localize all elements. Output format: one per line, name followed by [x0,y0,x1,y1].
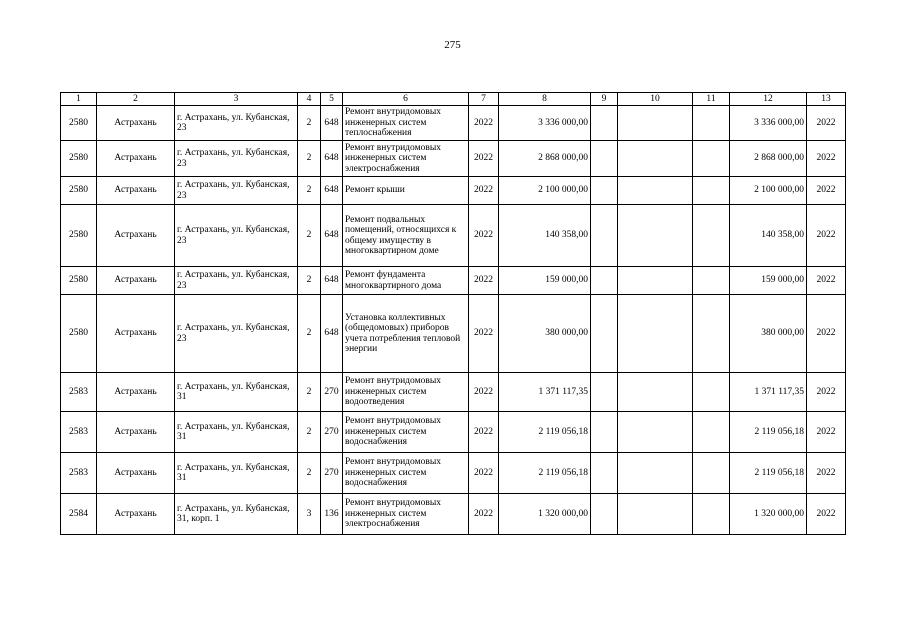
col11-cell [693,205,730,267]
col5-cell: 270 [321,373,343,412]
col5-cell: 648 [321,295,343,373]
col9-cell [591,106,618,141]
table-body [61,106,846,535]
table-row [61,267,846,295]
address-cell: г. Астрахань, ул. Кубанская, 23 [175,141,298,177]
col5-cell: 270 [321,412,343,453]
total-cell: 140 358,00 [730,205,807,267]
year-cell: 2022 [469,295,499,373]
year-cell: 2022 [469,106,499,141]
col4-cell: 2 [298,295,321,373]
end-year-cell: 2022 [807,267,846,295]
col5-cell: 136 [321,494,343,535]
city-cell: Астрахань [97,295,175,373]
total-cell: 380 000,00 [730,295,807,373]
city-cell: Астрахань [97,373,175,412]
address-cell: г. Астрахань, ул. Кубанская, 31, корп. 1 [175,494,298,535]
header-row [61,93,846,106]
address-cell: г. Астрахань, ул. Кубанская, 23 [175,295,298,373]
end-year-cell: 2022 [807,453,846,494]
year-cell: 2022 [469,177,499,205]
col4-cell: 2 [298,373,321,412]
record-number: 2583 [61,373,97,412]
col10-cell [618,494,693,535]
col5-cell: 270 [321,453,343,494]
city-cell: Астрахань [97,141,175,177]
city-cell: Астрахань [97,106,175,141]
column-header: 10 [618,93,693,106]
col11-cell [693,494,730,535]
col11-cell [693,106,730,141]
column-header: 11 [693,93,730,106]
record-number: 2580 [61,205,97,267]
total-cell: 2 100 000,00 [730,177,807,205]
year-cell: 2022 [469,494,499,535]
total-cell: 3 336 000,00 [730,106,807,141]
col11-cell [693,177,730,205]
col10-cell [618,412,693,453]
col10-cell [618,106,693,141]
column-header: 7 [469,93,499,106]
col9-cell [591,494,618,535]
col4-cell: 2 [298,177,321,205]
col10-cell [618,373,693,412]
column-header: 4 [298,93,321,106]
year-cell: 2022 [469,412,499,453]
col11-cell [693,412,730,453]
col11-cell [693,267,730,295]
cost-cell: 2 868 000,00 [499,141,591,177]
col9-cell [591,453,618,494]
registry-table [60,92,846,535]
col4-cell: 2 [298,141,321,177]
address-cell: г. Астрахань, ул. Кубанская, 23 [175,267,298,295]
record-number: 2580 [61,295,97,373]
end-year-cell: 2022 [807,177,846,205]
cost-cell: 380 000,00 [499,295,591,373]
year-cell: 2022 [469,141,499,177]
cost-cell: 2 119 056,18 [499,412,591,453]
year-cell: 2022 [469,453,499,494]
record-number: 2580 [61,141,97,177]
col10-cell [618,205,693,267]
col11-cell [693,373,730,412]
cost-cell: 2 119 056,18 [499,453,591,494]
work-type-cell: Ремонт внутридомовых инженерных систем электроснабжения [343,494,469,535]
col11-cell [693,141,730,177]
city-cell: Астрахань [97,412,175,453]
column-header: 2 [97,93,175,106]
col9-cell [591,373,618,412]
total-cell: 159 000,00 [730,267,807,295]
table-row [61,106,846,141]
col5-cell: 648 [321,205,343,267]
address-cell: г. Астрахань, ул. Кубанская, 31 [175,412,298,453]
address-cell: г. Астрахань, ул. Кубанская, 31 [175,453,298,494]
col10-cell [618,295,693,373]
col10-cell [618,141,693,177]
cost-cell: 1 320 000,00 [499,494,591,535]
cost-cell: 2 100 000,00 [499,177,591,205]
record-number: 2583 [61,453,97,494]
col5-cell: 648 [321,177,343,205]
col9-cell [591,412,618,453]
col4-cell: 3 [298,494,321,535]
table-row [61,141,846,177]
work-type-cell: Ремонт внутридомовых инженерных систем теплоснабжения [343,106,469,141]
work-type-cell: Ремонт внутридомовых инженерных систем электроснабжения [343,141,469,177]
table-row [61,205,846,267]
cost-cell: 159 000,00 [499,267,591,295]
year-cell: 2022 [469,373,499,412]
end-year-cell: 2022 [807,412,846,453]
table-row [61,373,846,412]
table-row [61,177,846,205]
col9-cell [591,205,618,267]
col5-cell: 648 [321,267,343,295]
record-number: 2580 [61,267,97,295]
col9-cell [591,141,618,177]
col5-cell: 648 [321,106,343,141]
total-cell: 1 320 000,00 [730,494,807,535]
record-number: 2580 [61,106,97,141]
end-year-cell: 2022 [807,373,846,412]
record-number: 2583 [61,412,97,453]
col5-cell: 648 [321,141,343,177]
address-cell: г. Астрахань, ул. Кубанская, 31 [175,373,298,412]
column-header: 9 [591,93,618,106]
column-header: 3 [175,93,298,106]
work-type-cell: Ремонт подвальных помещений, относящихся к общему имуществу в многоквартирном доме [343,205,469,267]
city-cell: Астрахань [97,177,175,205]
work-type-cell: Ремонт крыши [343,177,469,205]
end-year-cell: 2022 [807,295,846,373]
table-row [61,412,846,453]
column-header: 1 [61,93,97,106]
table-row [61,453,846,494]
col10-cell [618,177,693,205]
work-type-cell: Ремонт внутридомовых инженерных систем водоснабжения [343,453,469,494]
record-number: 2584 [61,494,97,535]
col9-cell [591,295,618,373]
col10-cell [618,453,693,494]
col10-cell [618,267,693,295]
col4-cell: 2 [298,106,321,141]
work-type-cell: Ремонт фундамента многоквартирного дома [343,267,469,295]
column-header: 8 [499,93,591,106]
col9-cell [591,267,618,295]
year-cell: 2022 [469,205,499,267]
col11-cell [693,295,730,373]
total-cell: 1 371 117,35 [730,373,807,412]
column-header: 6 [343,93,469,106]
city-cell: Астрахань [97,494,175,535]
cost-cell: 1 371 117,35 [499,373,591,412]
table-row [61,295,846,373]
col4-cell: 2 [298,205,321,267]
city-cell: Астрахань [97,267,175,295]
year-cell: 2022 [469,267,499,295]
column-header: 5 [321,93,343,106]
col4-cell: 2 [298,267,321,295]
address-cell: г. Астрахань, ул. Кубанская, 23 [175,205,298,267]
cost-cell: 3 336 000,00 [499,106,591,141]
table-row [61,494,846,535]
col4-cell: 2 [298,412,321,453]
work-type-cell: Установка коллективных (общедомовых) приборов учета потребления тепловой энергии [343,295,469,373]
record-number: 2580 [61,177,97,205]
col9-cell [591,177,618,205]
column-header: 13 [807,93,846,106]
end-year-cell: 2022 [807,141,846,177]
city-cell: Астрахань [97,453,175,494]
page-number: 275 [444,39,461,51]
work-type-cell: Ремонт внутридомовых инженерных систем водоснабжения [343,412,469,453]
col4-cell: 2 [298,453,321,494]
cost-cell: 140 358,00 [499,205,591,267]
address-cell: г. Астрахань, ул. Кубанская, 23 [175,177,298,205]
end-year-cell: 2022 [807,106,846,141]
work-type-cell: Ремонт внутридомовых инженерных систем водоотведения [343,373,469,412]
total-cell: 2 119 056,18 [730,412,807,453]
address-cell: г. Астрахань, ул. Кубанская, 23 [175,106,298,141]
end-year-cell: 2022 [807,494,846,535]
total-cell: 2 868 000,00 [730,141,807,177]
end-year-cell: 2022 [807,205,846,267]
city-cell: Астрахань [97,205,175,267]
total-cell: 2 119 056,18 [730,453,807,494]
col11-cell [693,453,730,494]
column-header: 12 [730,93,807,106]
